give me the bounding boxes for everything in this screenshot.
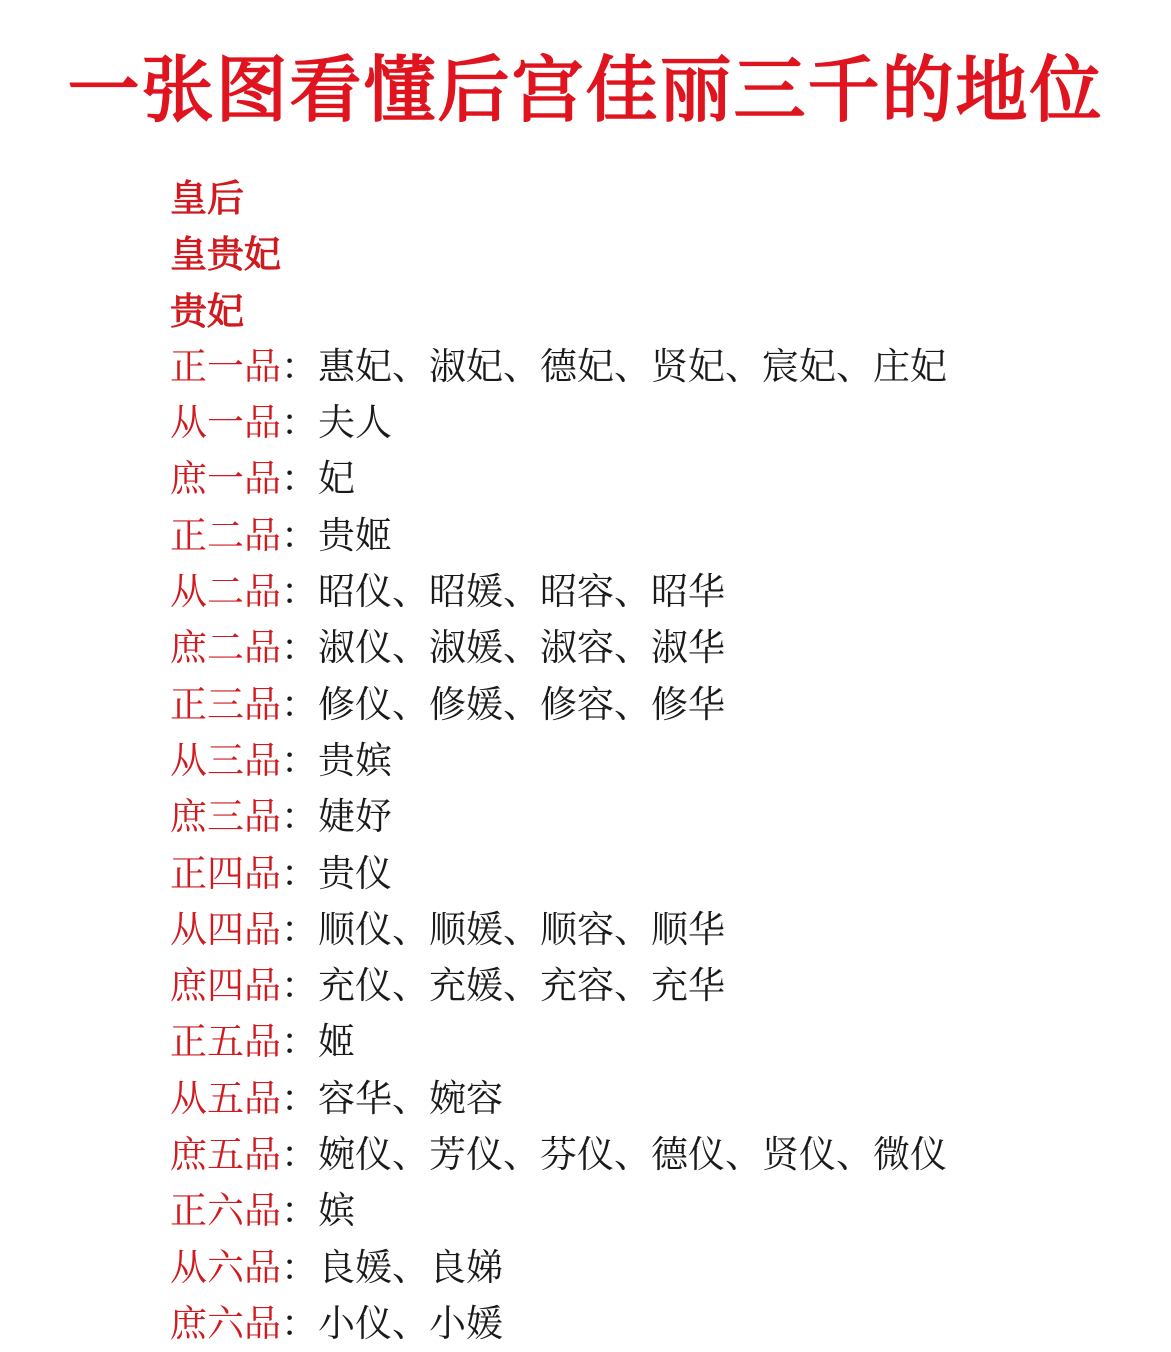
rank-row (170, 1240, 947, 1296)
rank-titles: 贵姬 (318, 513, 392, 557)
rank-list (170, 170, 947, 1352)
rank-titles: 婉仪、芳仪、芬仪、德仪、贤仪、微仪 (318, 1133, 947, 1177)
rank-label: 正三品 (170, 682, 281, 726)
rank-row (170, 339, 947, 395)
rank-label: 从六品 (170, 1245, 281, 1289)
rank-titles: 修仪、修媛、修容、修华 (318, 682, 725, 726)
rank-label: 庶一品 (170, 457, 281, 501)
rank-row (170, 958, 947, 1014)
rank-colon: ： (281, 795, 318, 839)
rank-colon: ： (281, 964, 318, 1008)
rank-row (170, 508, 947, 564)
rank-colon: ： (281, 851, 318, 895)
rank-row (170, 1183, 947, 1239)
rank-titles: 姬 (318, 1020, 355, 1064)
rank-row (170, 789, 947, 845)
rank-label: 从五品 (170, 1076, 281, 1120)
rank-titles: 容华、婉容 (318, 1076, 503, 1120)
rank-label: 从一品 (170, 401, 281, 445)
rank-colon: ： (281, 344, 318, 388)
rank-colon: ： (281, 626, 318, 670)
rank-titles: 夫人 (318, 401, 392, 445)
rank-row (170, 1127, 947, 1183)
rank-label: 正四品 (170, 851, 281, 895)
rank-label: 从二品 (170, 570, 281, 614)
rank-titles: 嫔 (318, 1189, 355, 1233)
rank-colon: ： (281, 1076, 318, 1120)
top-rank-empress (170, 170, 947, 226)
rank-titles: 良媛、良娣 (318, 1245, 503, 1289)
rank-titles: 顺仪、顺媛、顺容、顺华 (318, 907, 725, 951)
rank-label: 正五品 (170, 1020, 281, 1064)
rank-row (170, 1071, 947, 1127)
rank-label: 正六品 (170, 1189, 281, 1233)
rank-label: 皇贵妃 (170, 232, 281, 277)
rank-colon: ： (281, 682, 318, 726)
rank-label: 从四品 (170, 907, 281, 951)
rank-label: 庶二品 (170, 626, 281, 670)
rank-row (170, 733, 947, 789)
rank-row (170, 1014, 947, 1070)
rank-titles: 充仪、充媛、充容、充华 (318, 964, 725, 1008)
rank-row (170, 620, 947, 676)
rank-label: 正二品 (170, 513, 281, 557)
rank-row (170, 395, 947, 451)
rank-titles: 昭仪、昭媛、昭容、昭华 (318, 570, 725, 614)
rank-titles: 惠妃、淑妃、德妃、贤妃、宸妃、庄妃 (318, 344, 947, 388)
rank-colon: ： (281, 1189, 318, 1233)
rank-label: 庶四品 (170, 964, 281, 1008)
rank-titles: 淑仪、淑媛、淑容、淑华 (318, 626, 725, 670)
rank-colon: ： (281, 1020, 318, 1064)
rank-label: 庶六品 (170, 1301, 281, 1345)
rank-titles: 贵仪 (318, 851, 392, 895)
rank-colon: ： (281, 457, 318, 501)
rank-label: 贵妃 (170, 288, 244, 333)
rank-colon: ： (281, 513, 318, 557)
rank-colon: ： (281, 1245, 318, 1289)
rank-label: 从三品 (170, 738, 281, 782)
rank-titles: 小仪、小媛 (318, 1301, 503, 1345)
top-rank-noble-consort (170, 283, 947, 339)
rank-colon: ： (281, 401, 318, 445)
page-title: 一张图看懂后宫佳丽三千的地位 (67, 48, 1104, 132)
rank-label: 庶五品 (170, 1133, 281, 1177)
top-rank-imperial-noble-consort (170, 226, 947, 282)
rank-colon: ： (281, 1133, 318, 1177)
rank-titles: 婕妤 (318, 795, 392, 839)
rank-row (170, 902, 947, 958)
rank-row (170, 451, 947, 507)
rank-row (170, 846, 947, 902)
rank-titles: 贵嫔 (318, 738, 392, 782)
rank-row (170, 677, 947, 733)
rank-row (170, 564, 947, 620)
rank-colon: ： (281, 907, 318, 951)
rank-colon: ： (281, 738, 318, 782)
rank-colon: ： (281, 1301, 318, 1345)
rank-label: 皇后 (170, 176, 244, 220)
rank-row (170, 1296, 947, 1352)
rank-label: 正一品 (170, 344, 281, 388)
rank-label: 庶三品 (170, 795, 281, 839)
rank-titles: 妃 (318, 457, 355, 501)
rank-colon: ： (281, 570, 318, 614)
